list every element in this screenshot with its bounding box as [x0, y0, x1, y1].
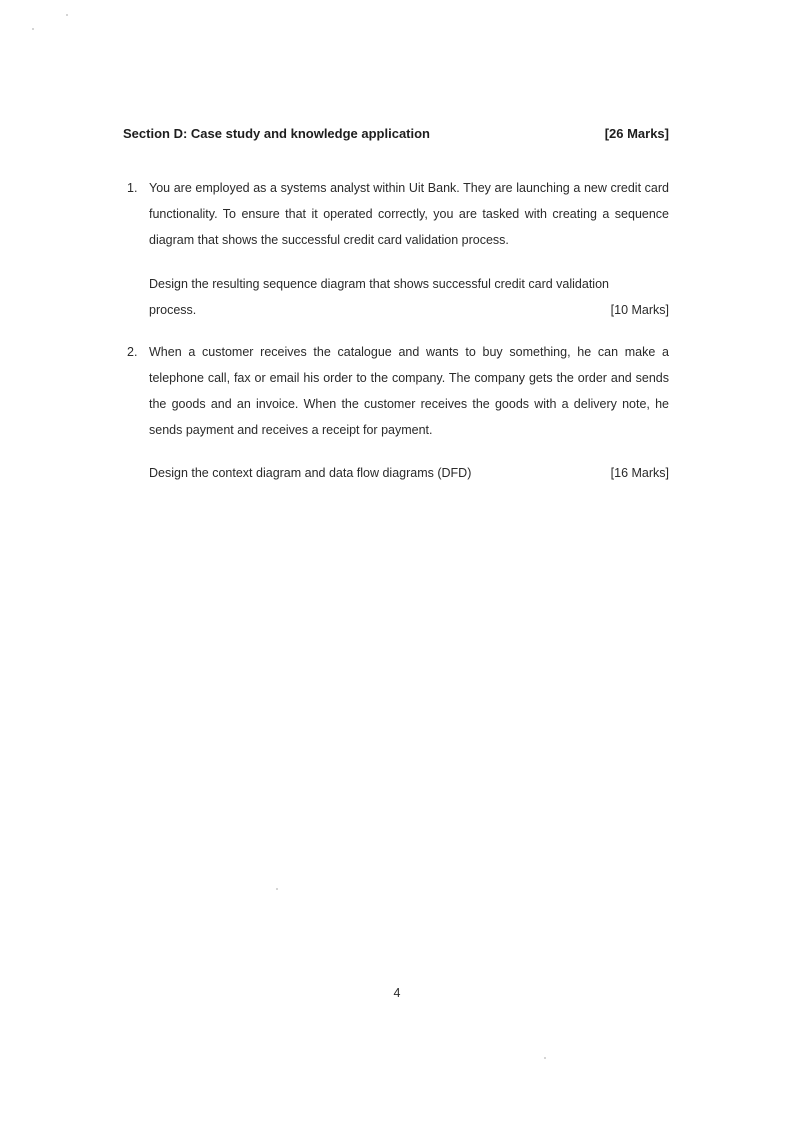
scan-speck [66, 14, 68, 16]
page-number: 4 [393, 986, 401, 1000]
section-title: Section D: Case study and knowledge application [123, 126, 430, 141]
question-number: 1. [127, 181, 138, 195]
scan-speck [276, 888, 278, 890]
question-marks: [16 Marks] [610, 466, 669, 480]
scan-speck [544, 1057, 546, 1059]
section-marks: [26 Marks] [604, 126, 669, 141]
task-row [149, 460, 669, 486]
question-task [149, 271, 669, 323]
question-text: When a customer receives the catalogue and wants to buy something, he can make a telephone call, fax or email his order to the company. The company gets the order and sends the goods and an invoice. When the customer receives the goods with a delivery note, he sends payment and receives a receipt for payment. [149, 345, 669, 437]
scan-speck [32, 28, 34, 30]
section-header [123, 126, 669, 141]
task-row [149, 297, 669, 323]
task-text-line2: process. [149, 303, 197, 317]
task-text: Design the context diagram and data flow diagrams (DFD) [149, 466, 472, 480]
question-number: 2. [127, 345, 138, 359]
task-text-line1: Design the resulting sequence diagram that shows successful credit card validation [149, 277, 609, 291]
question-marks: [10 Marks] [610, 303, 669, 317]
question-task [149, 460, 669, 486]
question-text: You are employed as a systems analyst within Uit Bank. They are launching a new credit card functionality. To ensure that it operated correctly, you are tasked with creating a sequence diagram that shows the successful credit card validation process. [149, 181, 669, 247]
